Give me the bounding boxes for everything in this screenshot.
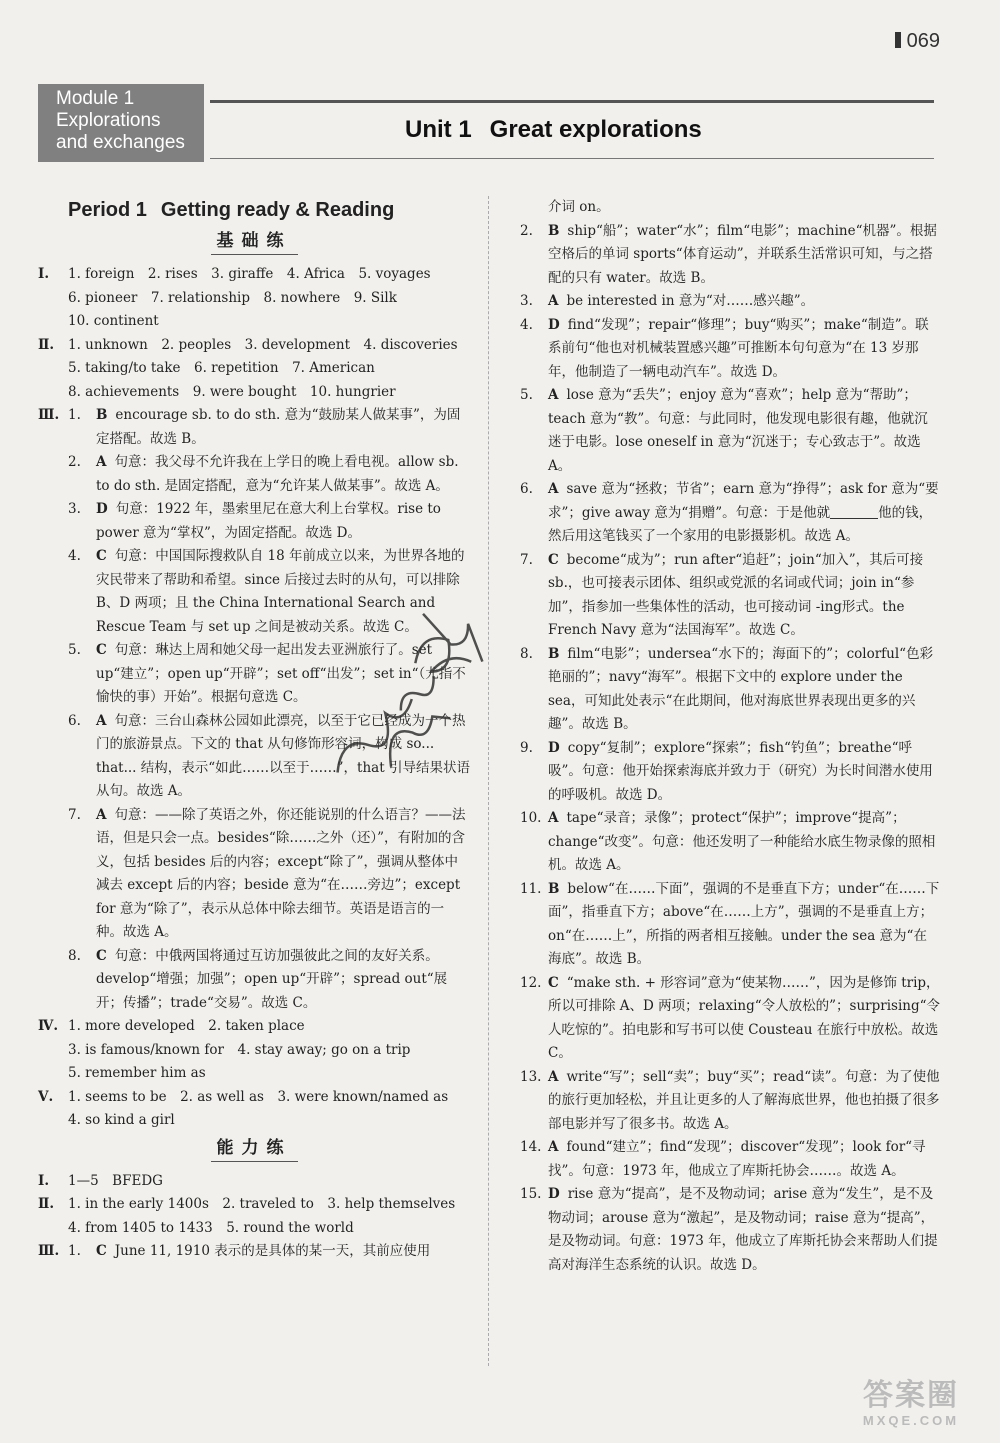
answer-letter: D bbox=[96, 501, 108, 517]
answer-letter: B bbox=[548, 880, 560, 897]
period-title bbox=[68, 196, 470, 224]
answer-letter: C bbox=[548, 551, 559, 568]
explanation-text: 句意：我父母不允许我在上学日的晚上看电视。allow sb. to do sth. 是固定搭配，意为“允许某人做某事”。故选 A。 bbox=[96, 454, 459, 494]
roman-numeral: Ⅰ. bbox=[38, 1172, 50, 1189]
item-number: 13. bbox=[520, 1068, 542, 1085]
answer-row: 1. in the early 1400s 2. traveled to 3. help themselves bbox=[68, 1196, 456, 1212]
item-number: 8. bbox=[520, 645, 533, 662]
header-rule-bottom bbox=[210, 158, 934, 159]
answer-row: 1—5 BFEDG bbox=[68, 1172, 163, 1189]
page-number-marker bbox=[895, 32, 901, 48]
logo-text: 答案圈 bbox=[863, 1379, 959, 1412]
answer-row: 6. pioneer 7. relationship 8. nowhere 9. Silk bbox=[68, 289, 397, 306]
header-rule-top bbox=[210, 100, 934, 103]
roman-numeral: Ⅳ. bbox=[38, 1018, 59, 1034]
answer-letter: C bbox=[96, 642, 107, 658]
explanation-text: June 11, 1910 表示的是具体的某一天，其前应使用 bbox=[114, 1243, 431, 1259]
page-number-text: 069 bbox=[906, 30, 940, 52]
answer-letter: A bbox=[96, 454, 107, 470]
explanation-text: film“电影”；undersea“水下的；海面下的”；colorful“色彩艳丽的”；navy“海军”。根据下文中的 explore under the sea，可知此处表示“在此期间，他对海底世界表现出更多的兴趣”。故选 B。 bbox=[548, 645, 934, 732]
explanation-text: 句意：三台山森林公园如此漂亮，以至于它已经成为一个热门的旅游景点。下文的 that 从句修饰形容词，构成 so... that... 结构，表示“如此……以至于……”，that 引导结果状语从句。故选 A。 bbox=[96, 712, 470, 799]
explanation-text: be interested in 意为“对……感兴趣”。 bbox=[566, 293, 815, 309]
roman-numeral: Ⅴ. bbox=[38, 1088, 54, 1105]
unit-title bbox=[405, 116, 702, 144]
answer-letter: C bbox=[96, 548, 107, 564]
explanation-item bbox=[68, 945, 470, 1016]
explanation-text: 介词 on。 bbox=[548, 199, 610, 215]
module-line-1: Module 1 bbox=[56, 88, 135, 109]
section-title-text: 能力练 bbox=[211, 1135, 298, 1162]
item-number: 6. bbox=[68, 712, 81, 729]
explanation-text: rise 意为“提高”，是不及物动词；arise 意为“发生”，是不及物动词；arouse 意为“激起”，是及物动词；raise 意为“提高”，是及物动词。句意：1973 年，他成立了库斯托协会来帮助人们提高对海洋生态系统的认识。故选 D。 bbox=[548, 1186, 938, 1273]
answer-group-5 bbox=[38, 1086, 470, 1133]
answer-row: 5. taking/to take 6. repetition 7. American bbox=[68, 360, 375, 376]
roman-numeral: Ⅰ. bbox=[38, 266, 50, 282]
item-number: 4. bbox=[68, 548, 81, 564]
explanation-item bbox=[520, 384, 940, 478]
explanation-text: 句意：——除了英语之外，你还能说别的什么语言？——法语，但是只会一点。besides“除……之外（还）”，有附加的含义，包括 besides 后的内容；except“除了”，强调从整体中减去 except 后的内容；beside 意为“在……旁边”；except for 意为“除了”，表示从总体中除去细节。英语是语言的一种。故选 A。 bbox=[96, 806, 466, 940]
item-number: 5. bbox=[68, 642, 81, 658]
answer-letter: B bbox=[548, 645, 560, 662]
explanation-item bbox=[68, 1240, 470, 1264]
explanation-text: find“发现”；repair“修理”；buy“购买”；make“制造”。联系前句“他也对机械装置感兴趣”可推断本句句意为“在 13 岁那年，他制造了一辆电动汽车”。故选 D。 bbox=[548, 316, 929, 380]
explanation-text: become“成为”；run after“追赶”；join“加入”，其后可接 sb.，也可接表示团体、组织或党派的名词或代词；join in“参加”，指参加一些集体性的活动，也可接动词 -ing形式。the French Navy 意为“法国海军”。故选 C。 bbox=[548, 551, 924, 638]
item-number: 2. bbox=[520, 222, 533, 239]
roman-numeral: Ⅱ. bbox=[38, 336, 55, 353]
explanation-item bbox=[520, 290, 940, 314]
explanation-item bbox=[520, 220, 940, 291]
item-number: 9. bbox=[520, 739, 533, 756]
roman-numeral: Ⅱ. bbox=[38, 1196, 55, 1212]
section-title-basic bbox=[38, 228, 470, 255]
module-line-2: Explorations bbox=[56, 110, 161, 131]
column-divider bbox=[488, 196, 489, 1366]
left-column bbox=[38, 196, 470, 1264]
roman-numeral: Ⅲ. bbox=[38, 407, 60, 423]
explanation-text: copy“复制”；explore“探索”；fish“钓鱼”；breathe“呼吸”。句意：他开始探索海底并致力于（研究）为长时间潜水使用的呼吸机。故选 D。 bbox=[548, 739, 933, 803]
explanation-item bbox=[520, 807, 940, 878]
answer-letter: A bbox=[96, 806, 107, 823]
answer-group-7 bbox=[38, 1193, 470, 1240]
module-label bbox=[38, 84, 204, 162]
explanation-item bbox=[520, 1066, 940, 1137]
item-number: 7. bbox=[68, 806, 81, 823]
explanation-item bbox=[520, 549, 940, 643]
item-number: 5. bbox=[520, 387, 533, 403]
answer-letter: B bbox=[548, 222, 560, 239]
explanation-text: save 意为“拯救；节省”；earn 意为“挣得”；ask for 意为“要求”；give away 意为“捐赠”。句意：于是他就 bbox=[548, 481, 939, 521]
roman-numeral: Ⅲ. bbox=[38, 1243, 60, 1259]
period-label: Period 1 bbox=[68, 199, 147, 221]
explanation-item bbox=[68, 545, 470, 639]
answer-row: 1. unknown 2. peoples 3. development 4. discoveries bbox=[68, 336, 458, 353]
explanation-text: “make sth. + 形容词”意为“使某物……”，因为是修饰 trip，所以可排除 A、D 两项；relaxing“令人放松的”；surprising“令人吃惊的”。拍电影和写书可以使 Cousteau 在旅行中放松。故选 C。 bbox=[548, 974, 941, 1061]
item-number: 10. bbox=[520, 810, 542, 826]
unit-label: Unit 1 bbox=[405, 116, 472, 143]
explanation-item bbox=[520, 314, 940, 385]
explanation-text: 句意：琳达上周和她父母一起出发去亚洲旅行了。set up“建立”；open up“开辟”；set off“出发”；set in“（尤指不愉快的事）开始”。根据句意选 C。 bbox=[96, 642, 466, 705]
answer-letter: D bbox=[548, 1186, 560, 1202]
explanation-item bbox=[520, 1136, 940, 1183]
period-name: Getting ready & Reading bbox=[160, 199, 395, 221]
section-title-ability bbox=[38, 1135, 470, 1162]
item-number: 7. bbox=[520, 551, 533, 568]
item-number: 11. bbox=[520, 880, 542, 897]
site-logo bbox=[836, 1379, 986, 1435]
explanation-text: write“写”；sell“卖”；buy“买”；read“读”。句意：为了使他的旅行更加轻松，并且让更多的人了解海底世界，他也拍摄了很多部电影并写了很多书。故选 A。 bbox=[548, 1068, 940, 1132]
item-number: 15. bbox=[520, 1186, 542, 1202]
explanation-item bbox=[520, 643, 940, 737]
continued-text bbox=[520, 196, 940, 220]
explanation-text: 句意：中俄两国将通过互访加强彼此之间的友好关系。develop“增强；加强”；open up“开辟”；spread out“展开；传播”；trade“交易”。故选 C。 bbox=[96, 947, 448, 1011]
fill-blank bbox=[830, 504, 878, 519]
answer-group-6 bbox=[38, 1170, 470, 1194]
explanation-item bbox=[68, 451, 470, 498]
answer-letter: A bbox=[548, 1139, 559, 1155]
answer-row: 3. is famous/known for 4. stay away; go on a trip bbox=[68, 1041, 411, 1058]
answer-letter: C bbox=[96, 1243, 107, 1259]
answer-group-1 bbox=[38, 263, 470, 334]
answer-row: 5. remember him as bbox=[68, 1065, 206, 1081]
answer-row: 1. foreign 2. rises 3. giraffe 4. Africa 5. voyages bbox=[68, 266, 431, 282]
explanation-item bbox=[68, 498, 470, 545]
answer-letter: C bbox=[548, 974, 559, 991]
right-column bbox=[520, 196, 940, 1277]
explanation-item bbox=[520, 972, 940, 1066]
item-number: 1. bbox=[68, 407, 81, 423]
answer-group-2 bbox=[38, 334, 470, 405]
explanation-text: found“建立”；find“发现”；discover“发现”；look for“寻找”。句意：1973 年，他成立了库斯托协会……。故选 A。 bbox=[548, 1139, 926, 1179]
answer-row: 4. so kind a girl bbox=[68, 1112, 175, 1128]
answer-row: 1. seems to be 2. as well as 3. were known/named as bbox=[68, 1088, 449, 1105]
answer-row: 8. achievements 9. were bought 10. hungrier bbox=[68, 383, 396, 400]
explanation-item bbox=[68, 804, 470, 945]
answer-letter: A bbox=[548, 293, 559, 309]
explanation-item bbox=[520, 878, 940, 972]
item-number: 12. bbox=[520, 974, 542, 991]
unit-name: Great explorations bbox=[489, 116, 702, 143]
explanation-item bbox=[68, 639, 470, 710]
explanation-text: 他的钱，然后用这笔钱买了一个家用的电影摄影机。故选 A。 bbox=[548, 504, 933, 544]
answer-letter: A bbox=[548, 1068, 559, 1085]
explanation-text: ship“船”；water“水”；film“电影”；machine“机器”。根据空格后的单词 sports“体育运动”，并联系生活常识可知，与之搭配的只有 water。故选 B。 bbox=[548, 222, 937, 286]
answer-letter: A bbox=[548, 810, 559, 826]
answer-row: 4. from 1405 to 1433 5. round the world bbox=[68, 1219, 354, 1236]
answer-letter: D bbox=[548, 316, 560, 333]
item-number: 2. bbox=[68, 454, 81, 470]
item-number: 8. bbox=[68, 947, 81, 964]
section-title-text: 基础练 bbox=[211, 228, 298, 255]
item-number: 6. bbox=[520, 481, 533, 497]
explanation-text: below“在……下面”，强调的不是垂直下方；under“在……下面”，指垂直下方；above“在……上方”，强调的不是垂直上方；on“在……上”，所指的两者相互接触。under the sea 意为“在海底”。故选 B。 bbox=[548, 880, 940, 967]
item-number: 4. bbox=[520, 316, 533, 333]
answer-letter: B bbox=[96, 407, 108, 423]
explanation-item bbox=[520, 1183, 940, 1277]
answer-group-8 bbox=[38, 1240, 470, 1264]
explanation-text: 句意：中国国际搜救队自 18 年前成立以来，为世界各地的灾民带来了帮助和希望。since 后接过去时的从句，可以排除 B、D 两项；且 the China International Search and Rescue Team 与 set up 之间是被动关系。故选 C。 bbox=[96, 548, 465, 635]
answer-letter: A bbox=[548, 387, 559, 403]
item-number: 1. bbox=[68, 1243, 81, 1259]
item-number: 3. bbox=[68, 501, 81, 517]
answer-group-3 bbox=[38, 404, 470, 1015]
explanation-item bbox=[68, 404, 470, 451]
answer-group-4 bbox=[38, 1015, 470, 1086]
logo-url: MXQE.COM bbox=[862, 1413, 960, 1428]
explanation-item bbox=[520, 478, 940, 549]
answer-letter: A bbox=[548, 481, 559, 497]
answer-letter: D bbox=[548, 739, 560, 756]
page-number bbox=[895, 30, 940, 53]
explanation-text: 句意：1922 年，墨索里尼在意大利上台掌权。rise to power 意为“掌权”，为固定搭配。故选 D。 bbox=[96, 501, 441, 541]
answer-row: 1. more developed 2. taken place bbox=[68, 1018, 305, 1034]
explanation-item bbox=[68, 710, 470, 804]
explanation-text: lose 意为“丢失”；enjoy 意为“喜欢”；help 意为“帮助”；teach 意为“教”。句意：与此同时，他发现电影很有趣，他就沉迷于电影。lose oneself in 意为“沉迷于；专心致志于”。故选 A。 bbox=[548, 387, 928, 474]
answer-letter: A bbox=[96, 712, 107, 729]
item-number: 3. bbox=[520, 293, 533, 309]
answer-letter: C bbox=[96, 947, 107, 964]
explanation-item bbox=[520, 737, 940, 808]
answer-row: 10. continent bbox=[68, 313, 159, 329]
item-number: 14. bbox=[520, 1139, 542, 1155]
explanation-text: tape“录音；录像”；protect“保护”；improve“提高”；change“改变”。句意：他还发明了一种能给水底生物录像的照相机。故选 A。 bbox=[548, 810, 936, 873]
module-line-3: and exchanges bbox=[56, 132, 185, 153]
explanation-text: encourage sb. to do sth. 意为“鼓励某人做某事”，为固定搭配。故选 B。 bbox=[96, 407, 461, 447]
